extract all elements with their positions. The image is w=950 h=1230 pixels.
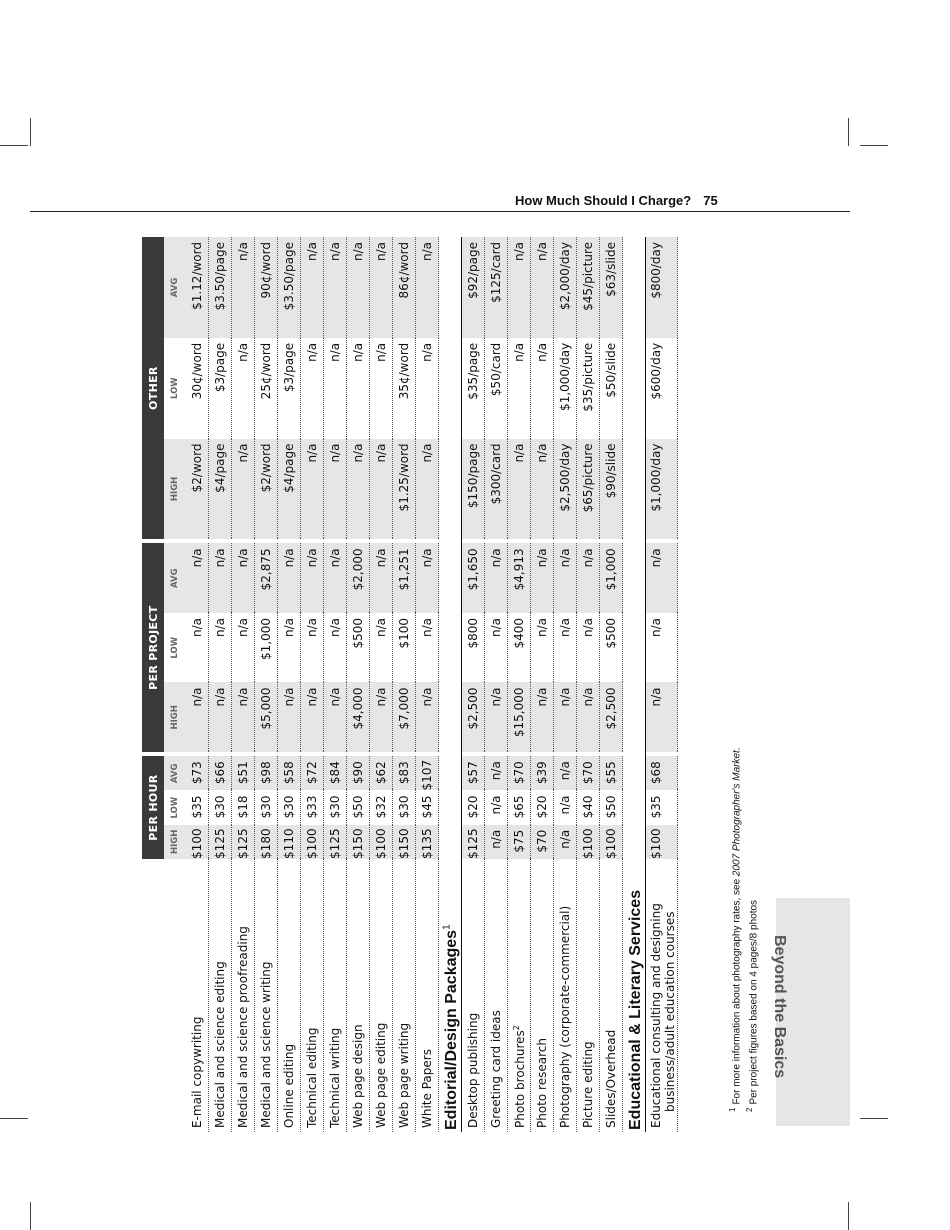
section-header-row xyxy=(623,237,646,1132)
rate-cell: $100 xyxy=(186,825,209,859)
row-label-text: Web page design xyxy=(351,1024,365,1128)
footnote-text: Per project figures based on 4 pages/8 photos xyxy=(748,899,760,1105)
chapter-side-tab-label: Beyond the Basics xyxy=(771,935,788,1079)
section-title-editorial xyxy=(443,924,460,1132)
rate-cell: $100 xyxy=(577,825,600,859)
row-label xyxy=(554,859,577,1132)
rate-cell: $15,000 xyxy=(508,683,531,753)
rate-cell: $90 xyxy=(347,756,370,790)
rate-cell: n/a xyxy=(485,825,508,859)
rate-cell: n/a xyxy=(370,543,393,613)
rate-cell: 86¢/word xyxy=(393,237,416,338)
running-header xyxy=(515,193,718,208)
rate-cell: $125 xyxy=(209,825,232,859)
row-label xyxy=(462,859,485,1132)
table-row xyxy=(646,237,678,1132)
footnote-text: For more information about photography rates, see xyxy=(731,876,743,1105)
rate-cell: n/a xyxy=(324,683,347,753)
table-row xyxy=(278,237,301,1132)
rate-cell: n/a xyxy=(278,613,301,683)
footnote-end: . xyxy=(731,747,743,751)
rate-cell: n/a xyxy=(416,439,439,540)
rate-cell: 25¢/word xyxy=(255,338,278,439)
rate-cell: $125 xyxy=(324,825,347,859)
rate-cell: n/a xyxy=(646,683,678,753)
row-label xyxy=(577,859,600,1132)
rate-cell: $2,000 xyxy=(347,543,370,613)
rate-cell: n/a xyxy=(531,683,554,753)
table-row xyxy=(485,237,508,1132)
rate-cell: $1,650 xyxy=(462,543,485,613)
crop-mark xyxy=(848,1202,849,1230)
rate-cell: $100 xyxy=(393,613,416,683)
rate-cell: $62 xyxy=(370,756,393,790)
rate-cell: n/a xyxy=(508,439,531,540)
table-body-general xyxy=(186,237,439,1132)
rate-cell: $1,000 xyxy=(600,543,623,613)
rate-cell: n/a xyxy=(324,439,347,540)
rate-cell: n/a xyxy=(554,683,577,753)
crop-mark xyxy=(860,1118,888,1119)
rate-cell: n/a xyxy=(485,756,508,790)
rate-cell: $3/page xyxy=(209,338,232,439)
row-label xyxy=(255,859,278,1132)
rate-cell: n/a xyxy=(347,237,370,338)
rate-cell: $500 xyxy=(600,613,623,683)
rate-cell: $45/picture xyxy=(577,237,600,338)
rate-cell: $75 xyxy=(508,825,531,859)
rate-cell: $50/slide xyxy=(600,338,623,439)
rate-cell: $20 xyxy=(531,790,554,824)
rate-cell: n/a xyxy=(416,613,439,683)
rate-cell: $4/page xyxy=(278,439,301,540)
row-label xyxy=(209,859,232,1132)
row-label xyxy=(416,859,439,1132)
rate-cell: $107 xyxy=(416,756,439,790)
row-label-line: Educational consulting and designing xyxy=(649,903,663,1128)
row-label-text: Online editing xyxy=(282,1043,296,1128)
rate-cell: $300/card xyxy=(485,439,508,540)
col-header-low: LOW xyxy=(170,636,180,659)
table-row xyxy=(186,237,209,1132)
rate-cell: $100 xyxy=(370,825,393,859)
rate-cell: $70 xyxy=(531,825,554,859)
row-label xyxy=(485,859,508,1132)
rate-cell: $18 xyxy=(232,790,255,824)
rate-cell: $72 xyxy=(301,756,324,790)
row-label-text: E-mail copywriting xyxy=(190,1016,204,1128)
rate-cell: n/a xyxy=(278,543,301,613)
rate-cell: $500 xyxy=(347,613,370,683)
footnote-2 xyxy=(743,712,760,1112)
col-header-low: LOW xyxy=(170,377,180,400)
rate-cell: $65 xyxy=(508,790,531,824)
rate-cell: n/a xyxy=(301,613,324,683)
rate-cell: n/a xyxy=(370,439,393,540)
rate-cell: n/a xyxy=(416,543,439,613)
rate-cell: $3/page xyxy=(278,338,301,439)
rate-cell: $2,500 xyxy=(462,683,485,753)
rate-cell: $800/day xyxy=(646,237,678,338)
crop-mark xyxy=(0,1118,28,1119)
table-body-editorial xyxy=(462,237,623,1132)
rate-cell: $4,913 xyxy=(508,543,531,613)
rate-cell: $1.25/word xyxy=(393,439,416,540)
rate-cell: $3.50/page xyxy=(209,237,232,338)
table-row xyxy=(554,237,577,1132)
rate-cell: $125/card xyxy=(485,237,508,338)
crop-mark xyxy=(30,118,31,146)
table-row xyxy=(393,237,416,1132)
rate-cell: $7,000 xyxy=(393,683,416,753)
rate-cell: n/a xyxy=(577,543,600,613)
rate-cell: n/a xyxy=(324,338,347,439)
rate-cell: $3.50/page xyxy=(278,237,301,338)
rate-cell: $32 xyxy=(370,790,393,824)
row-label-text: White Papers xyxy=(420,1049,434,1128)
rate-cell: $100 xyxy=(600,825,623,859)
section-title-text: Editorial/Design Packages xyxy=(443,929,460,1130)
row-label-text: Slides/Overhead xyxy=(604,1029,618,1128)
rate-cell: $2,875 xyxy=(255,543,278,613)
rate-cell: $150 xyxy=(393,825,416,859)
rate-cell: $70 xyxy=(577,756,600,790)
rate-cell: n/a xyxy=(508,338,531,439)
rate-cell: n/a xyxy=(485,683,508,753)
row-label-text: Technical editing xyxy=(305,1027,319,1128)
header-rule xyxy=(30,211,850,212)
rate-cell: $50 xyxy=(347,790,370,824)
rate-cell: $100 xyxy=(646,825,678,859)
rate-cell: n/a xyxy=(324,237,347,338)
table-body-educational xyxy=(646,237,678,1132)
rate-cell: $66 xyxy=(209,756,232,790)
rate-cell: n/a xyxy=(416,237,439,338)
rate-cell: n/a xyxy=(531,338,554,439)
rate-cell: $150 xyxy=(347,825,370,859)
col-header-avg: AVG xyxy=(164,543,186,613)
rate-cell: n/a xyxy=(577,613,600,683)
rate-cell: $57 xyxy=(462,756,485,790)
rate-cell: n/a xyxy=(531,439,554,540)
row-label xyxy=(278,859,301,1132)
rate-cell: n/a xyxy=(370,338,393,439)
rate-cell: n/a xyxy=(554,756,577,790)
rate-cell: $110 xyxy=(278,825,301,859)
rate-cell: $1,000/day xyxy=(646,439,678,540)
rate-cell: n/a xyxy=(186,613,209,683)
rate-cell: n/a xyxy=(347,439,370,540)
section-title-educational: Educational & Literary Services xyxy=(627,889,644,1130)
rate-cell: $125 xyxy=(232,825,255,859)
rate-cell: 35¢/word xyxy=(393,338,416,439)
footnote-1 xyxy=(726,712,743,1112)
col-header-avg: AVG xyxy=(164,756,186,790)
row-label xyxy=(600,859,623,1132)
rate-cell: $50/card xyxy=(485,338,508,439)
row-label xyxy=(301,859,324,1132)
rate-cell: $35 xyxy=(186,790,209,824)
rate-cell: $98 xyxy=(255,756,278,790)
row-label xyxy=(508,859,531,1132)
rate-cell: $20 xyxy=(462,790,485,824)
row-label xyxy=(347,859,370,1132)
rate-cell: $600/day xyxy=(646,338,678,439)
rate-cell: $35/picture xyxy=(577,338,600,439)
table-row xyxy=(232,237,255,1132)
rate-cell: n/a xyxy=(577,683,600,753)
rate-cell: $1.12/word xyxy=(186,237,209,338)
row-label-text: Photo research xyxy=(535,1038,549,1128)
row-label xyxy=(324,859,347,1132)
other-group-header: OTHER xyxy=(142,237,164,539)
rate-cell: n/a xyxy=(301,439,324,540)
rate-cell: $4/page xyxy=(209,439,232,540)
footnote-marker: 1 xyxy=(441,924,453,930)
row-label-text: Web page editing xyxy=(374,1022,388,1128)
rate-cell: n/a xyxy=(232,543,255,613)
rate-cell: n/a xyxy=(370,683,393,753)
rate-cell: n/a xyxy=(416,338,439,439)
crop-mark xyxy=(0,145,28,146)
rate-cell: $33 xyxy=(301,790,324,824)
group-header-row xyxy=(142,237,164,1132)
rate-cell: n/a xyxy=(646,613,678,683)
section-educational xyxy=(623,237,646,1132)
rate-cell: n/a xyxy=(232,439,255,540)
rate-cell: n/a xyxy=(232,237,255,338)
row-label xyxy=(531,859,554,1132)
rate-cell: $1,251 xyxy=(393,543,416,613)
rate-cell: n/a xyxy=(554,825,577,859)
rate-cell: $63/slide xyxy=(600,237,623,338)
per-project-group-header: PER PROJECT xyxy=(142,543,164,752)
rate-cell: n/a xyxy=(324,613,347,683)
rate-cell: n/a xyxy=(531,613,554,683)
rate-cell: $2,000/day xyxy=(554,237,577,338)
footnote-mark: 1 xyxy=(728,1107,737,1112)
row-label-text: Greeting card ideas xyxy=(489,1010,503,1128)
rate-cell: $30 xyxy=(393,790,416,824)
crop-mark xyxy=(848,118,849,146)
rate-cell: n/a xyxy=(554,790,577,824)
rate-cell: n/a xyxy=(370,237,393,338)
row-label xyxy=(646,859,678,1132)
rate-cell: $1,000/day xyxy=(554,338,577,439)
rate-cell: n/a xyxy=(646,543,678,613)
rate-cell: n/a xyxy=(508,237,531,338)
rate-cell: $84 xyxy=(324,756,347,790)
rate-cell: n/a xyxy=(209,543,232,613)
rate-cell: n/a xyxy=(416,683,439,753)
row-label-text: Medical and science proofreading xyxy=(236,926,250,1128)
footnotes xyxy=(726,712,761,1112)
rate-cell: n/a xyxy=(232,338,255,439)
rate-cell: 30¢/word xyxy=(186,338,209,439)
table-row xyxy=(531,237,554,1132)
rate-cell: n/a xyxy=(232,613,255,683)
rate-cell: $70 xyxy=(508,756,531,790)
rate-cell: $800 xyxy=(462,613,485,683)
running-header-title: How Much Should I Charge? xyxy=(515,193,692,208)
rate-cell: $150/page xyxy=(462,439,485,540)
table-row xyxy=(508,237,531,1132)
rate-cell: n/a xyxy=(554,543,577,613)
row-label xyxy=(370,859,393,1132)
rate-cell: $65/picture xyxy=(577,439,600,540)
rate-cell: $4,000 xyxy=(347,683,370,753)
rate-cell: n/a xyxy=(485,543,508,613)
rates-table xyxy=(142,237,678,1132)
rate-cell: n/a xyxy=(370,613,393,683)
rate-cell: n/a xyxy=(531,543,554,613)
footnote-marker: 2 xyxy=(511,1025,521,1031)
table-row xyxy=(324,237,347,1132)
rate-cell: n/a xyxy=(485,790,508,824)
row-label-text: Medical and science editing xyxy=(213,961,227,1128)
col-header-avg: AVG xyxy=(164,237,186,338)
rate-cell: $30 xyxy=(255,790,278,824)
rate-cell: n/a xyxy=(232,683,255,753)
rate-cell: n/a xyxy=(485,613,508,683)
section-editorial xyxy=(439,237,462,1132)
sub-header-row xyxy=(164,237,186,1132)
col-header-high: HIGH xyxy=(164,683,186,753)
rate-cell: n/a xyxy=(301,237,324,338)
rate-cell: n/a xyxy=(209,683,232,753)
rate-cell: n/a xyxy=(209,613,232,683)
rate-cell: n/a xyxy=(531,237,554,338)
table-row xyxy=(347,237,370,1132)
rate-cell: $45 xyxy=(416,790,439,824)
rate-cell: $2/word xyxy=(186,439,209,540)
row-label-line: business/adult education courses xyxy=(663,911,677,1112)
section-header-row xyxy=(439,237,462,1132)
rate-cell: $400 xyxy=(508,613,531,683)
rate-cell: $83 xyxy=(393,756,416,790)
rate-cell: $68 xyxy=(646,756,678,790)
table-row xyxy=(370,237,393,1132)
table-row xyxy=(301,237,324,1132)
rate-cell: n/a xyxy=(278,683,301,753)
table-row xyxy=(416,237,439,1132)
row-label-text: Photo brochures xyxy=(512,1030,527,1128)
rate-cell: $2,500 xyxy=(600,683,623,753)
col-header-high: HIGH xyxy=(164,439,186,540)
row-label-text: Photography (corporate-commercial) xyxy=(558,905,572,1128)
footnote-mark: 2 xyxy=(745,1107,755,1112)
rate-cell: $30 xyxy=(278,790,301,824)
rate-cell: n/a xyxy=(301,683,324,753)
rate-cell: n/a xyxy=(301,543,324,613)
table-row xyxy=(577,237,600,1132)
per-hour-group-header: PER HOUR xyxy=(142,756,164,859)
row-label xyxy=(232,859,255,1132)
rate-cell: 90¢/word xyxy=(255,237,278,338)
row-label-text: Web page writing xyxy=(397,1022,411,1128)
col-header-low: LOW xyxy=(170,796,180,819)
row-label-text: Medical and science writing xyxy=(259,961,273,1128)
rate-cell: n/a xyxy=(186,683,209,753)
rate-cell: n/a xyxy=(554,613,577,683)
rate-cell: $40 xyxy=(577,790,600,824)
rate-cell: $58 xyxy=(278,756,301,790)
rate-cell: $5,000 xyxy=(255,683,278,753)
table-row xyxy=(462,237,485,1132)
rate-cell: $2,500/day xyxy=(554,439,577,540)
rate-cell: $35 xyxy=(646,790,678,824)
rate-cell: n/a xyxy=(301,338,324,439)
row-label xyxy=(393,859,416,1132)
rate-cell: $51 xyxy=(232,756,255,790)
rate-cell: $125 xyxy=(462,825,485,859)
table-row xyxy=(600,237,623,1132)
rate-cell: n/a xyxy=(347,338,370,439)
rate-cell: $135 xyxy=(416,825,439,859)
rate-cell: $1,000 xyxy=(255,613,278,683)
rate-cell: n/a xyxy=(186,543,209,613)
footnote-italic-title: 2007 Photographer's Market xyxy=(731,750,743,877)
rate-cell: $55 xyxy=(600,756,623,790)
row-label-text: Picture editing xyxy=(581,1041,595,1128)
crop-mark xyxy=(30,1202,31,1230)
crop-mark xyxy=(860,145,888,146)
table-row xyxy=(209,237,232,1132)
table-row xyxy=(255,237,278,1132)
rate-cell: $90/slide xyxy=(600,439,623,540)
rate-cell: n/a xyxy=(324,543,347,613)
rate-cell: $73 xyxy=(186,756,209,790)
rate-cell: $30 xyxy=(324,790,347,824)
rate-cell: $39 xyxy=(531,756,554,790)
rate-cell: $100 xyxy=(301,825,324,859)
rate-cell: $50 xyxy=(600,790,623,824)
rates-table-container xyxy=(142,237,694,1132)
rate-cell: $2/word xyxy=(255,439,278,540)
row-label-text: Technical writing xyxy=(328,1027,342,1128)
row-label xyxy=(186,859,209,1132)
page-number: 75 xyxy=(703,193,718,208)
rate-cell: $35/page xyxy=(462,338,485,439)
col-header-high: HIGH xyxy=(164,825,186,859)
row-label-text: Desktop publishing xyxy=(466,1012,480,1128)
rate-cell: $180 xyxy=(255,825,278,859)
rate-cell: $30 xyxy=(209,790,232,824)
rate-cell: $92/page xyxy=(462,237,485,338)
